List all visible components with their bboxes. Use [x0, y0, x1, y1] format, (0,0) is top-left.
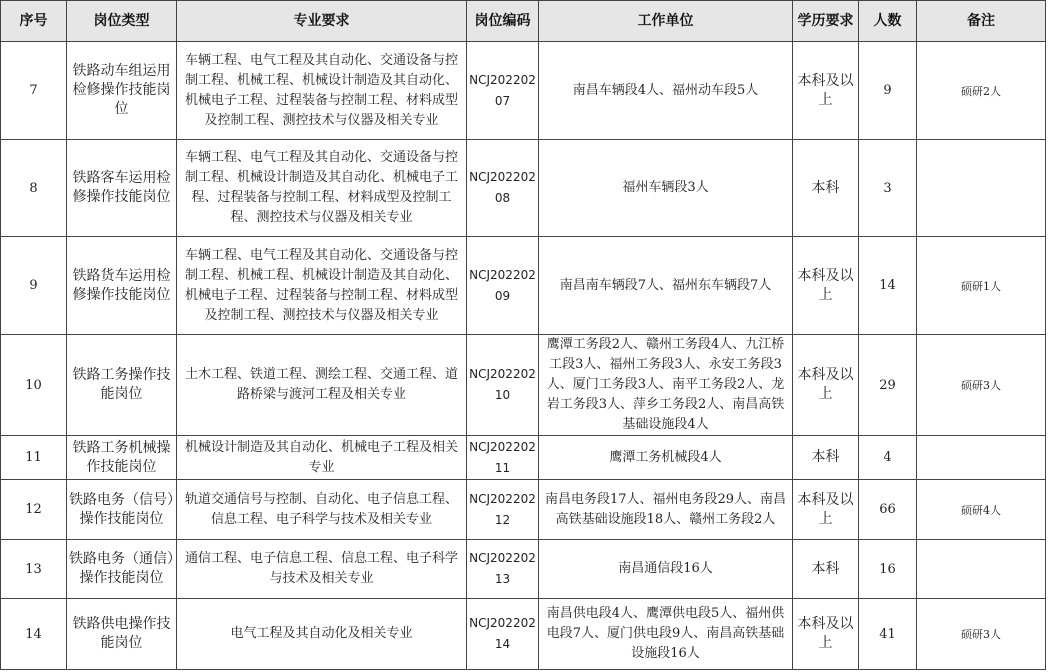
header-education: 学历要求	[793, 1, 859, 42]
cell-education: 本科	[793, 436, 859, 480]
cell-note	[917, 140, 1046, 237]
cell-note	[917, 436, 1046, 480]
cell-type: 铁路工务操作技能岗位	[67, 335, 177, 436]
cell-unit: 鹰潭工务段2人、赣州工务段4人、九江桥工段3人、福州工务段3人、永安工务段3人、厦门工务段3人、南平工务段2人、龙岩工务段3人、萍乡工务段2人、南昌高铁基础设施段4人	[539, 335, 793, 436]
cell-count: 3	[859, 140, 917, 237]
cell-count: 9	[859, 42, 917, 140]
cell-unit: 南昌电务段17人、福州电务段29人、南昌高铁基础设施段18人、赣州工务段2人	[539, 480, 793, 540]
cell-code: NCJ20220214	[467, 599, 539, 670]
cell-type: 铁路供电操作技能岗位	[67, 599, 177, 670]
cell-count: 16	[859, 540, 917, 599]
cell-unit: 鹰潭工务机械段4人	[539, 436, 793, 480]
header-type: 岗位类型	[67, 1, 177, 42]
cell-unit: 福州车辆段3人	[539, 140, 793, 237]
cell-code: NCJ20220207	[467, 42, 539, 140]
cell-seq: 7	[1, 42, 67, 140]
cell-major: 轨道交通信号与控制、自动化、电子信息工程、信息工程、电子科学与技术及相关专业	[177, 480, 467, 540]
cell-code: NCJ20220210	[467, 335, 539, 436]
cell-type: 铁路工务机械操作技能岗位	[67, 436, 177, 480]
cell-note: 硕研3人	[917, 599, 1046, 670]
cell-code: NCJ20220211	[467, 436, 539, 480]
cell-education: 本科	[793, 540, 859, 599]
cell-education: 本科及以上	[793, 599, 859, 670]
cell-code: NCJ20220213	[467, 540, 539, 599]
cell-seq: 11	[1, 436, 67, 480]
cell-seq: 8	[1, 140, 67, 237]
header-note: 备注	[917, 1, 1046, 42]
cell-education: 本科及以上	[793, 237, 859, 335]
cell-seq: 14	[1, 599, 67, 670]
header-seq: 序号	[1, 1, 67, 42]
cell-unit: 南昌通信段16人	[539, 540, 793, 599]
cell-seq: 9	[1, 237, 67, 335]
table-row	[1, 237, 1046, 335]
cell-seq: 12	[1, 480, 67, 540]
cell-major: 车辆工程、电气工程及其自动化、交通设备与控制工程、机械工程、机械设计制造及其自动化、机械电子工程、过程装备与控制工程、材料成型及控制工程、测控技术与仪器及相关专业	[177, 42, 467, 140]
cell-count: 14	[859, 237, 917, 335]
cell-count: 4	[859, 436, 917, 480]
header-unit: 工作单位	[539, 1, 793, 42]
table-row	[1, 42, 1046, 140]
cell-education: 本科	[793, 140, 859, 237]
cell-type: 铁路电务（信号）操作技能岗位	[67, 480, 177, 540]
cell-major: 机械设计制造及其自动化、机械电子工程及相关专业	[177, 436, 467, 480]
cell-count: 66	[859, 480, 917, 540]
cell-unit: 南昌南车辆段7人、福州东车辆段7人	[539, 237, 793, 335]
header-count: 人数	[859, 1, 917, 42]
header-row	[1, 1, 1046, 42]
table-row	[1, 540, 1046, 599]
cell-major: 土木工程、铁道工程、测绘工程、交通工程、道路桥梁与渡河工程及相关专业	[177, 335, 467, 436]
cell-note: 硕研3人	[917, 335, 1046, 436]
cell-code: NCJ20220212	[467, 480, 539, 540]
cell-unit: 南昌车辆段4人、福州动车段5人	[539, 42, 793, 140]
cell-major: 车辆工程、电气工程及其自动化、交通设备与控制工程、机械工程、机械设计制造及其自动化、机械电子工程、过程装备与控制工程、材料成型及控制工程、测控技术与仪器及相关专业	[177, 237, 467, 335]
cell-note: 硕研2人	[917, 42, 1046, 140]
cell-major: 通信工程、电子信息工程、信息工程、电子科学与技术及相关专业	[177, 540, 467, 599]
cell-major: 电气工程及其自动化及相关专业	[177, 599, 467, 670]
cell-major: 车辆工程、电气工程及其自动化、交通设备与控制工程、机械设计制造及其自动化、机械电子工程、过程装备与控制工程、材料成型及控制工程、测控技术与仪器及相关专业	[177, 140, 467, 237]
cell-type: 铁路客车运用检修操作技能岗位	[67, 140, 177, 237]
cell-unit: 南昌供电段4人、鹰潭供电段5人、福州供电段7人、厦门供电段9人、南昌高铁基础设施段16人	[539, 599, 793, 670]
cell-seq: 13	[1, 540, 67, 599]
header-major: 专业要求	[177, 1, 467, 42]
cell-type: 铁路电务（通信）操作技能岗位	[67, 540, 177, 599]
cell-type: 铁路货车运用检修操作技能岗位	[67, 237, 177, 335]
cell-education: 本科及以上	[793, 480, 859, 540]
table-row	[1, 480, 1046, 540]
cell-count: 41	[859, 599, 917, 670]
cell-count: 29	[859, 335, 917, 436]
cell-code: NCJ20220208	[467, 140, 539, 237]
table-row	[1, 140, 1046, 237]
header-code: 岗位编码	[467, 1, 539, 42]
cell-note: 硕研4人	[917, 480, 1046, 540]
cell-note: 硕研1人	[917, 237, 1046, 335]
cell-education: 本科及以上	[793, 335, 859, 436]
table-row	[1, 599, 1046, 670]
table-row	[1, 335, 1046, 436]
cell-type: 铁路动车组运用检修操作技能岗位	[67, 42, 177, 140]
cell-seq: 10	[1, 335, 67, 436]
table-row	[1, 436, 1046, 480]
cell-code: NCJ20220209	[467, 237, 539, 335]
cell-education: 本科及以上	[793, 42, 859, 140]
cell-note	[917, 540, 1046, 599]
